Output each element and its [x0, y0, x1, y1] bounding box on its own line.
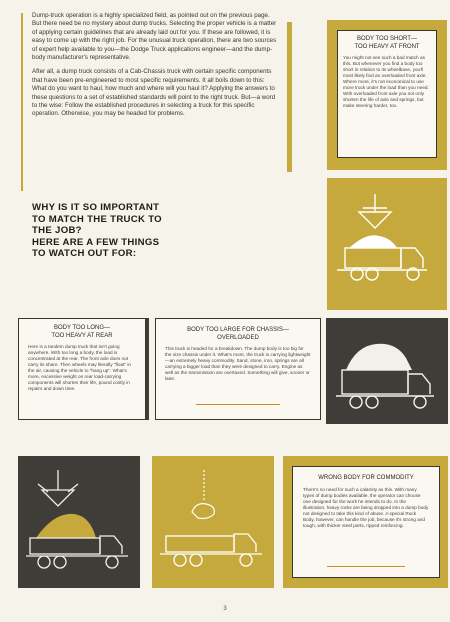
box-large-title-line-1: BODY TOO LARGE FOR CHASSIS—: [187, 327, 289, 333]
box-short-title-line-2: TOO HEAVY AT FRONT: [354, 43, 420, 50]
box-large-text: This truck is headed for a breakdown. The dump body is too big for the size chassis under it. What's more, the truck is carrying lightweight—an extremely heavy commodity. Sand, stone, iron, springs are all carrying a bigger load than they were designed to carry. Engine as well as the transmission are overtaxed. Something will give, sooner or later.: [165, 346, 311, 382]
box-short-text: You might not see such a bad match as this. But whenever you find a body too short in relation to its wheelbase, you'll most likely find an overloaded front axle. Where more, it's not economical to use more truck under the load than you need. With overloaded front axle you not only shorten the life of axle and springs, but make steering harder, too.: [343, 55, 429, 109]
box-long-title-line-2: TOO HEAVY AT REAR: [51, 332, 113, 339]
box-wrong-title: WRONG BODY FOR COMMODITY: [318, 475, 414, 481]
box-long-title-line-1: BODY TOO LONG—: [53, 325, 110, 331]
dump-truck-overloaded-illustration: [326, 318, 448, 424]
dump-truck-short-illustration: [327, 178, 447, 310]
illustration-short-body: [327, 178, 447, 310]
headline-line-3: THE JOB?: [32, 225, 82, 237]
dump-truck-rock-illustration: [18, 456, 140, 588]
drop-arrow-icon: [42, 490, 74, 506]
headline-line-1: WHY IS IT SO IMPORTANT: [32, 202, 160, 213]
drop-arrow-icon: [359, 212, 391, 228]
oversized-load: [346, 344, 412, 370]
box-long-title: [28, 325, 136, 340]
section-headline: [32, 202, 282, 260]
rock-load: [36, 514, 96, 538]
box-large-title-line-2: OVERLOADED: [217, 334, 259, 341]
headline-line-4: HERE ARE A FEW THINGS: [32, 236, 160, 248]
load-pile: [349, 235, 397, 248]
headline-line-5: TO WATCH OUT FOR:: [32, 248, 137, 260]
page-number: 3: [223, 606, 227, 612]
box-short-title: [343, 36, 431, 51]
falling-rock-icon: [192, 504, 214, 519]
intro-paragraph-2: After all, a dump truck consists of a Cab-Chassis truck with certain specific components that have been pre-engineered to most specific requirements. It all boils down to this: What do you want to haul, how much and where will you haul it? Applying the answers to these questions to a set of established standards will point to the right truck. But—a word to the wise: Follow the established procedures in selecting a truck for this specific operation. Otherwise, you may be headed for problems.: [32, 68, 276, 118]
box-large-rule: [196, 404, 280, 405]
box-body-too-long: [18, 318, 146, 420]
box-long-text: Here is a tandem dump truck that isn't going anywhere. With too long a body, the load is concentrated at the rear. The front axle does not carry its share. Then wheels may literally "float" in the air, causing the vehicle to "hang up". What's more, excessive weight on rear load-carrying components will shorten their life, pound costly in repairs and down time.: [28, 344, 132, 392]
illustration-rock-drop: [18, 456, 140, 588]
box-body-too-short: [337, 30, 437, 158]
box-body-too-large: [155, 318, 321, 420]
intro-paragraph-1: Dump-truck operation is a highly specialized field, as pointed out on the previous page. But there need be no mystery about dump trucks. Selecting the proper vehicle is a matter of applying certain guidelines that are already laid out for you. If these are followed, it is easy to come up with the right job. For the unusual truck operation, there are two sources of expert help available to you—the Dodge Truck applications engineer—and the dump-body manufacturer's representative.: [32, 12, 277, 62]
illustration-wrong-body: [152, 456, 274, 588]
intro-left-bar: [21, 13, 23, 191]
box-wrong-body: [292, 466, 440, 578]
box-wrong-text: There's no need for such a calamity as this. With many types of dump bodies available, the operator can choose one designed for the work he intends to do. In the illustration, heavy rocks are being dropped into a dump body not designed to take this kind of abuse. A special Rock Body, however, can handle the job, because it's strong and tough, with thicker steel parts, ripped reinforcing.: [303, 486, 429, 528]
intro-right-bar: [287, 22, 292, 172]
box-wrong-rule: [327, 566, 405, 567]
box-short-title-line-1: BODY TOO SHORT—: [357, 36, 417, 42]
dump-truck-wrong-body-illustration: [152, 456, 274, 588]
headline-line-2: TO MATCH THE TRUCK TO: [32, 213, 162, 225]
intro-text: [32, 12, 280, 125]
box-large-title: [165, 327, 311, 342]
box-long-dark-edge: [146, 318, 149, 420]
illustration-overloaded: [326, 318, 448, 424]
